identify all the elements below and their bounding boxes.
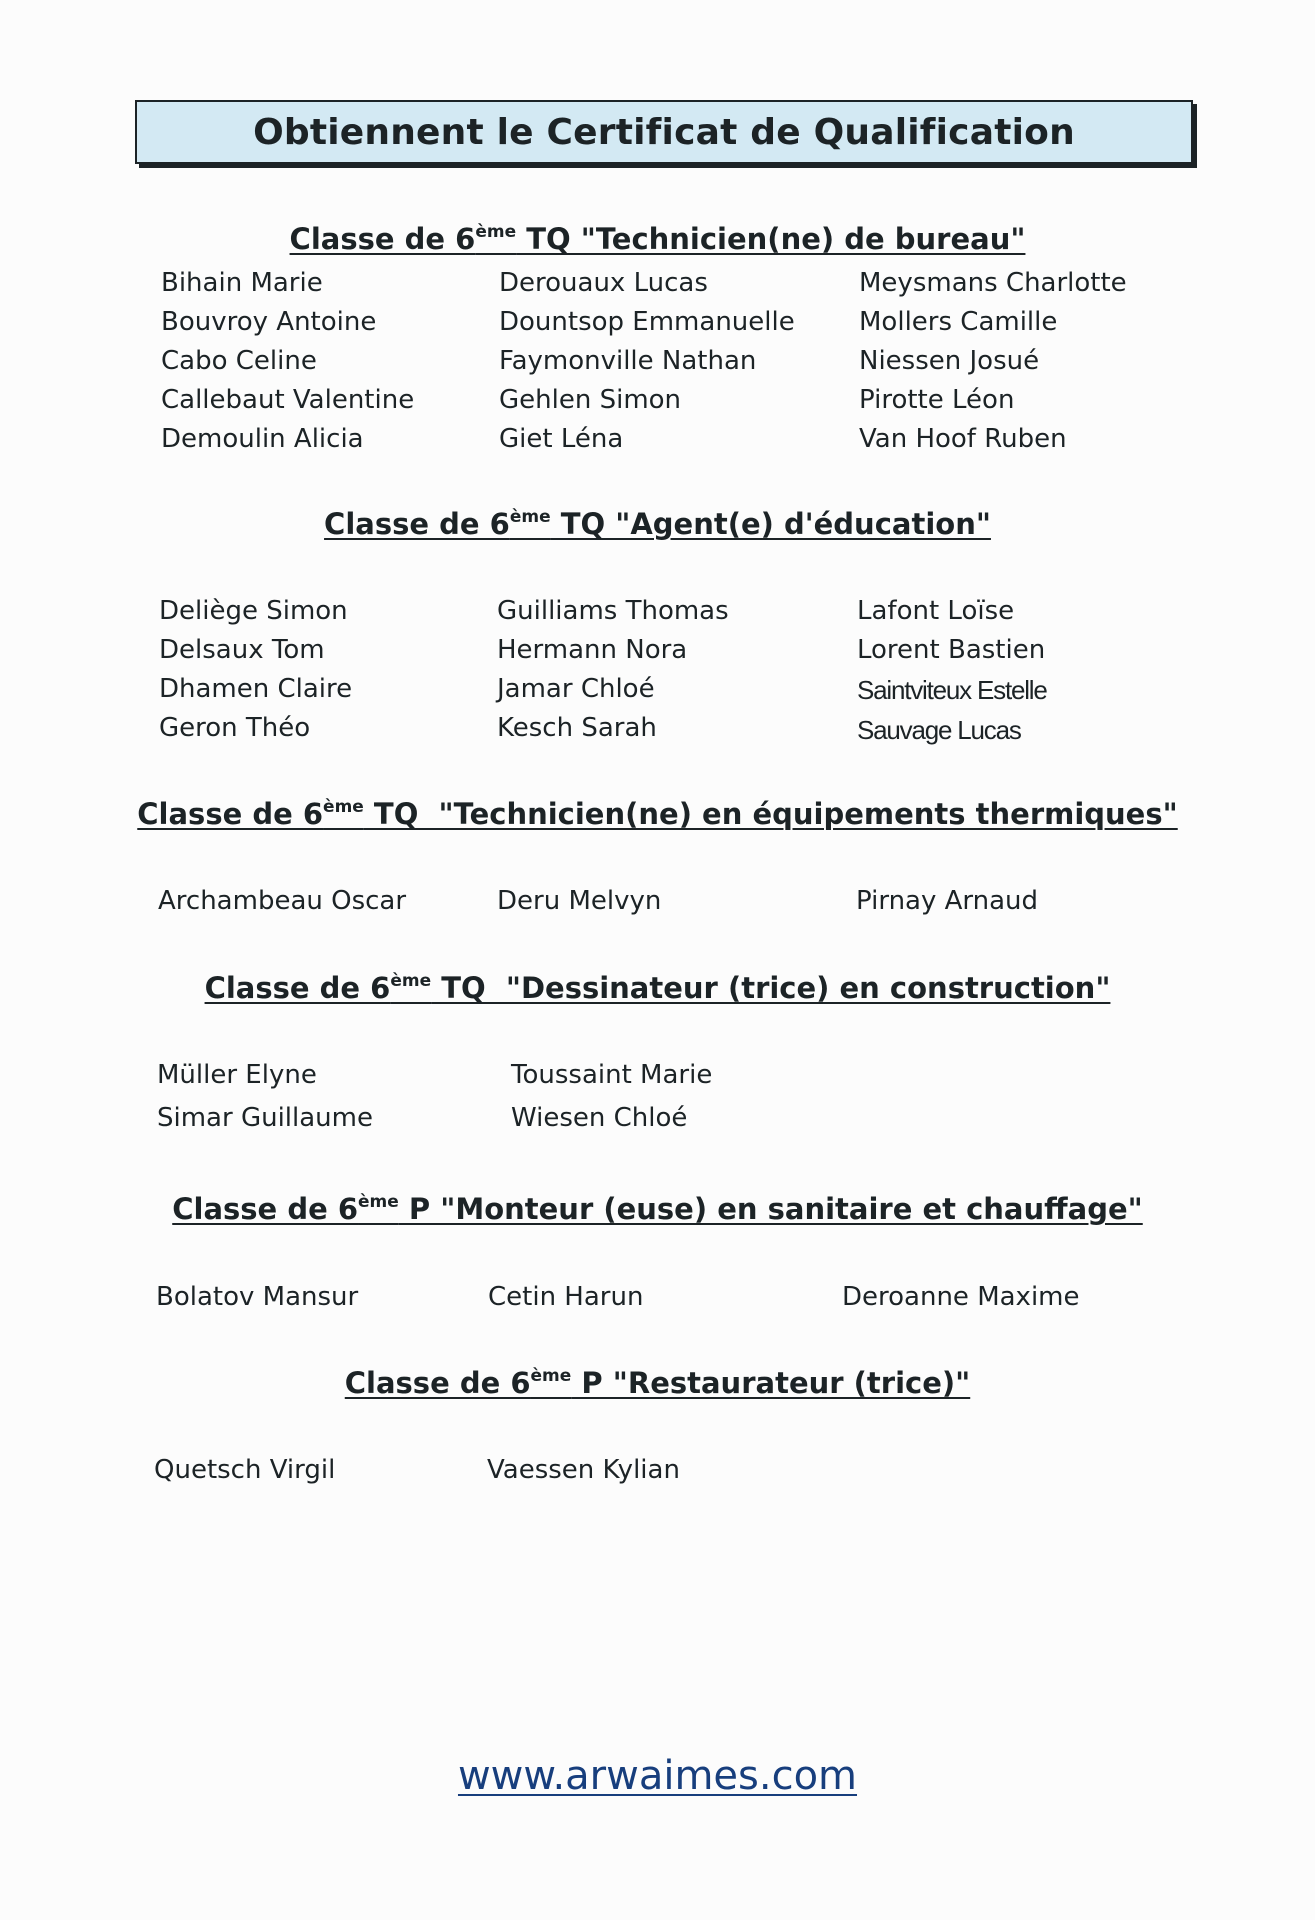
list-item: Mollers Camille [859, 307, 1058, 337]
list-item: Niessen Josué [859, 346, 1040, 376]
list-item: Simar Guillaume [157, 1103, 373, 1133]
list-item: Gehlen Simon [499, 385, 682, 415]
list-item: Bolatov Mansur [156, 1282, 359, 1312]
section-heading-restaurateur: Classe de 6ème P "Restaurateur (trice)" [344, 1366, 971, 1400]
list-item: Delsaux Tom [159, 635, 325, 665]
list-item: Cetin Harun [488, 1282, 644, 1312]
list-item: Deroanne Maxime [842, 1282, 1080, 1312]
list-item: Demoulin Alicia [161, 424, 364, 454]
section-heading-education: Classe de 6ème TQ "Agent(e) d'éducation" [324, 507, 991, 541]
list-item: Cabo Celine [161, 346, 317, 376]
section-heading-construction: Classe de 6ème TQ "Dessinateur (trice) en construction" [204, 971, 1111, 1005]
list-item: Müller Elyne [157, 1060, 317, 1090]
section-heading-bureau: Classe de 6ème TQ "Technicien(ne) de bureau" [289, 222, 1026, 256]
list-item: Faymonville Nathan [499, 346, 757, 376]
page-title: Obtiennent le Certificat de Qualification [253, 111, 1075, 153]
website-link[interactable]: www.arwaimes.com [457, 1753, 858, 1799]
list-item: Pirnay Arnaud [856, 886, 1039, 916]
list-item: Saintviteux Estelle [857, 675, 1047, 705]
list-item: Van Hoof Ruben [859, 424, 1067, 454]
list-item: Meysmans Charlotte [859, 268, 1127, 298]
list-item: Kesch Sarah [497, 713, 657, 743]
list-item: Vaessen Kylian [487, 1455, 680, 1485]
list-item: Deliège Simon [159, 596, 348, 626]
list-item: Jamar Chloé [497, 674, 655, 704]
list-item: Sauvage Lucas [857, 715, 1021, 745]
list-item: Derouaux Lucas [499, 268, 708, 298]
list-item: Bouvroy Antoine [161, 307, 377, 337]
list-item: Lafont Loïse [857, 596, 1015, 626]
list-item: Dhamen Claire [159, 674, 353, 704]
list-item: Archambeau Oscar [158, 886, 407, 916]
list-item: Quetsch Virgil [154, 1455, 336, 1485]
list-item: Callebaut Valentine [161, 385, 415, 415]
list-item: Giet Léna [499, 424, 624, 454]
list-item: Pirotte Léon [859, 385, 1015, 415]
list-item: Geron Théo [159, 713, 311, 743]
list-item: Guilliams Thomas [497, 596, 729, 626]
list-item: Wiesen Chloé [511, 1103, 688, 1133]
list-item: Lorent Bastien [857, 635, 1046, 665]
list-item: Deru Melvyn [497, 886, 662, 916]
list-item: Toussaint Marie [511, 1060, 713, 1090]
title-banner [135, 100, 1193, 164]
list-item: Dountsop Emmanuelle [499, 307, 795, 337]
section-heading-thermiques: Classe de 6ème TQ "Technicien(ne) en équipements thermiques" [137, 797, 1178, 831]
list-item: Hermann Nora [497, 635, 688, 665]
list-item: Bihain Marie [161, 268, 323, 298]
section-heading-sanitaire: Classe de 6ème P "Monteur (euse) en sanitaire et chauffage" [172, 1192, 1143, 1226]
